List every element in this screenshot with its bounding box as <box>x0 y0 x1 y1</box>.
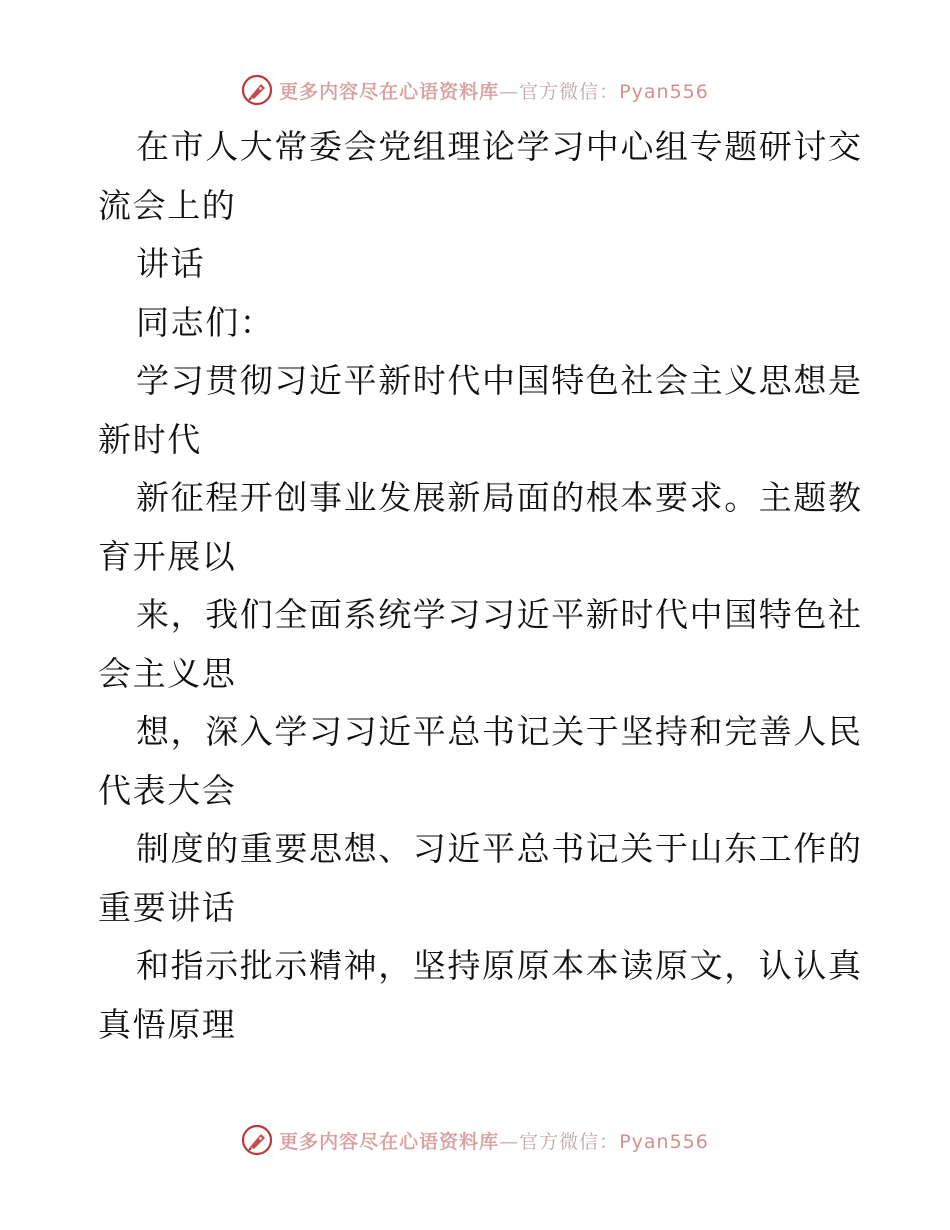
banner-separator: — <box>499 80 520 103</box>
header-banner <box>0 70 950 110</box>
document-title-line-1: 在市人大常委会党组理论学习中心组专题研讨交 <box>136 127 863 166</box>
paragraph-line: 来，我们全面系统学习习近平新时代中国特色社 <box>136 595 863 634</box>
document-body <box>98 118 863 1054</box>
banner-wechat-id: Pyan556 <box>619 80 709 103</box>
paragraph-line: 新时代 <box>98 419 202 459</box>
pen-nib-logo-icon <box>241 1124 273 1156</box>
paragraph-line: 和指示批示精神，坚持原原本本读原文，认认真 <box>136 946 863 985</box>
paragraph-line: 重要讲话 <box>98 887 237 927</box>
banner-text <box>279 77 709 104</box>
banner-separator: — <box>499 1130 520 1153</box>
paragraph-line: 会主义思 <box>98 653 237 693</box>
paragraph-line: 学习贯彻习近平新时代中国特色社会主义思想是 <box>136 361 863 400</box>
paragraph-line: 制度的重要思想、习近平总书记关于山东工作的 <box>136 829 863 868</box>
paragraph-line: 想，深入学习习近平总书记关于坚持和完善人民 <box>136 712 863 751</box>
paragraph-line: 育开展以 <box>98 536 237 576</box>
banner-text-main: 更多内容尽在心语资料库 <box>279 1130 500 1153</box>
paragraph-line: 代表大会 <box>98 770 237 810</box>
document-title-line-2: 流会上的 <box>98 185 237 225</box>
salutation: 同志们： <box>136 302 275 342</box>
banner-wechat-id: Pyan556 <box>619 1130 709 1153</box>
paragraph-line: 新征程开创事业发展新局面的根本要求。主题教 <box>136 478 863 517</box>
banner-text <box>279 1127 709 1154</box>
document-title-line-3: 讲话 <box>136 244 206 283</box>
paragraph-line: 真悟原理 <box>98 1004 237 1044</box>
pen-nib-logo-icon <box>241 74 273 106</box>
banner-wechat-label: 官方微信： <box>519 1130 620 1153</box>
banner-wechat-label: 官方微信： <box>519 80 620 103</box>
footer-banner <box>0 1120 950 1160</box>
banner-text-main: 更多内容尽在心语资料库 <box>279 80 500 103</box>
